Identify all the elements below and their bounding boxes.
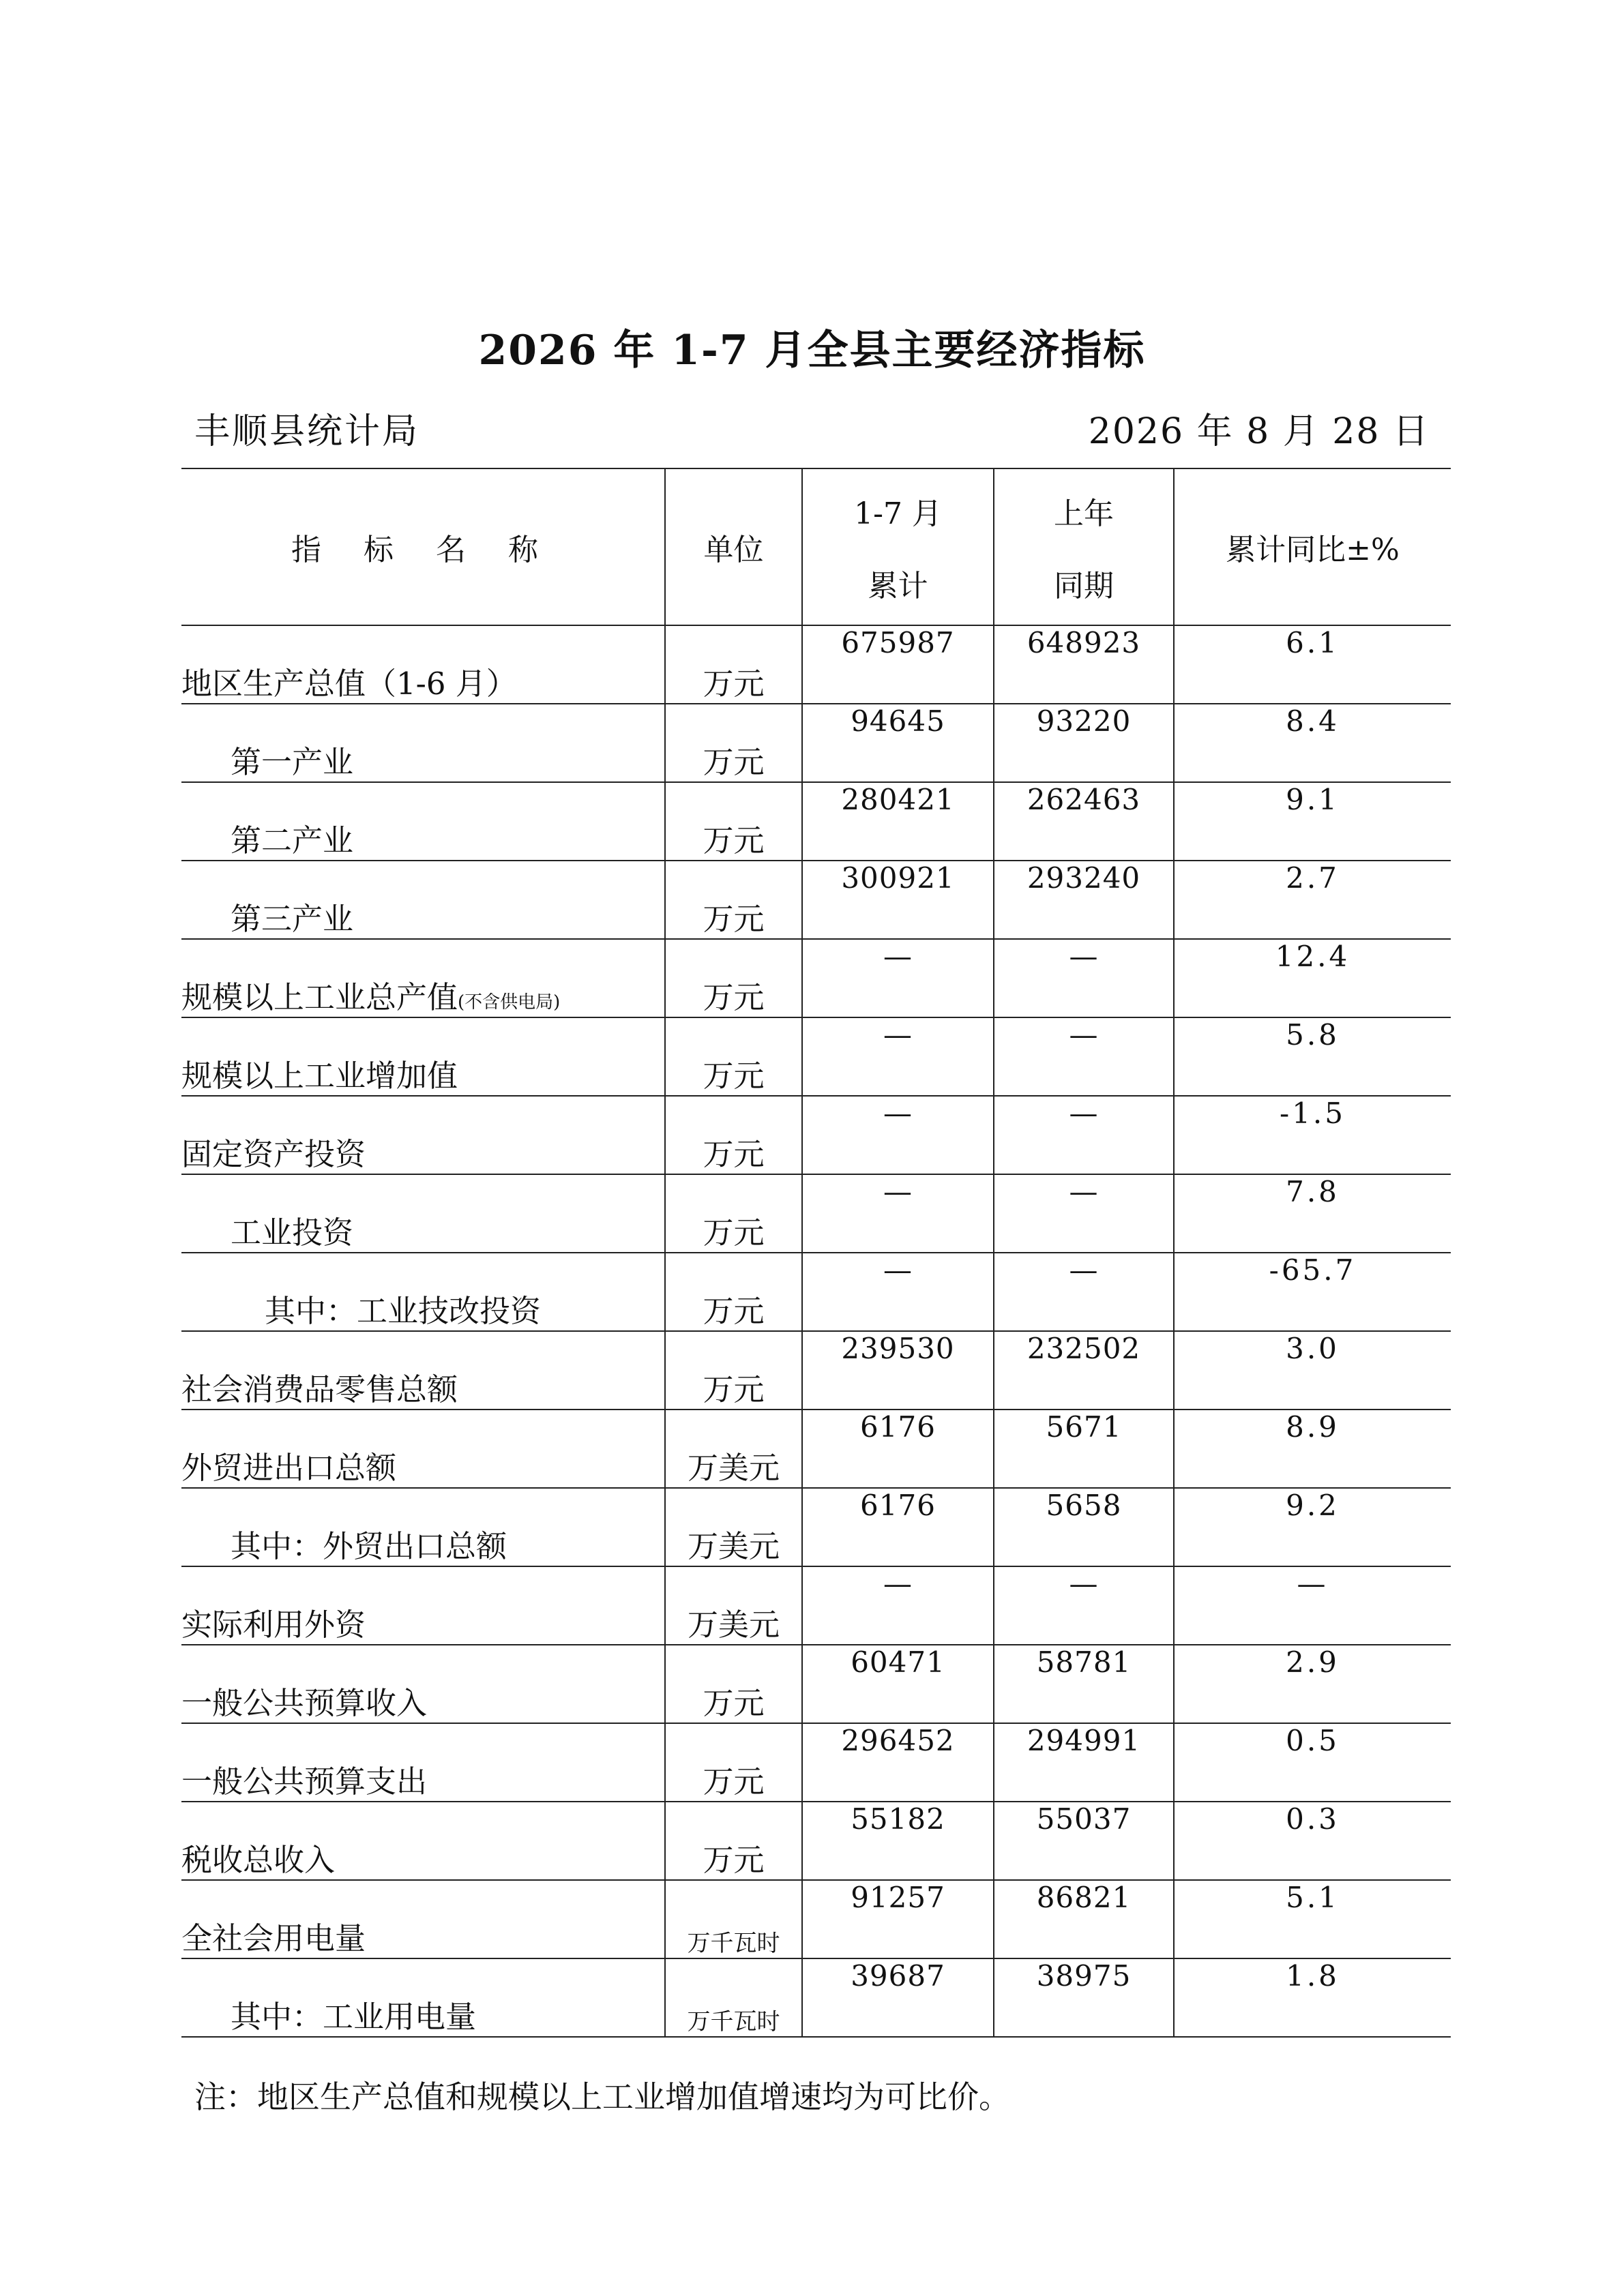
table-row — [181, 1331, 1451, 1410]
indicator-name-cell — [181, 1958, 665, 2037]
indicator-name: 固定资产投资 — [181, 1136, 366, 1172]
unit-cell: 万元 — [665, 1723, 802, 1802]
previous-value-cell: 93220 — [994, 704, 1174, 782]
unit-cell: 万美元 — [665, 1488, 802, 1566]
unit-cell: 万元 — [665, 1331, 802, 1410]
previous-value-cell: — — [994, 939, 1174, 1017]
yoy-change-cell: 2.7 — [1174, 861, 1451, 939]
indicator-name-cell — [181, 1253, 665, 1331]
yoy-change-cell: 5.1 — [1174, 1880, 1451, 1958]
table-row — [181, 625, 1451, 704]
header-previous-line2: 同期 — [1054, 569, 1114, 603]
header-previous-line1: 上年 — [1054, 496, 1114, 531]
page-title: 2026 年 1-7 月全县主要经济指标 — [478, 327, 1146, 374]
table-row — [181, 939, 1451, 1017]
previous-value-cell: 5671 — [994, 1410, 1174, 1488]
yoy-change-cell: 8.9 — [1174, 1410, 1451, 1488]
indicator-name: 其中：工业技改投资 — [265, 1293, 542, 1329]
unit-cell: 万元 — [665, 1253, 802, 1331]
previous-value-cell: 58781 — [994, 1645, 1174, 1723]
table-row — [181, 1096, 1451, 1174]
yoy-change-cell: 2.9 — [1174, 1645, 1451, 1723]
unit-cell: 万元 — [665, 939, 802, 1017]
indicator-name: 社会消费品零售总额 — [181, 1371, 458, 1407]
indicator-name: 全社会用电量 — [181, 1920, 366, 1956]
previous-value-cell: — — [994, 1253, 1174, 1331]
table-row — [181, 1253, 1451, 1331]
current-value-cell: 91257 — [802, 1880, 994, 1958]
current-value-cell: — — [802, 1253, 994, 1331]
indicator-name: 其中：外贸出口总额 — [231, 1528, 507, 1564]
indicator-name-cell — [181, 1566, 665, 1645]
previous-value-cell: — — [994, 1096, 1174, 1174]
yoy-change-cell: 1.8 — [1174, 1958, 1451, 2037]
indicators-table — [181, 468, 1451, 2038]
header-current-period — [802, 468, 994, 625]
previous-value-cell: 262463 — [994, 782, 1174, 861]
current-value-cell: 280421 — [802, 782, 994, 861]
yoy-change-cell: 8.4 — [1174, 704, 1451, 782]
yoy-change-cell: 5.8 — [1174, 1017, 1451, 1096]
indicator-name-cell — [181, 1331, 665, 1410]
indicator-name: 第一产业 — [231, 744, 354, 780]
previous-value-cell: — — [994, 1174, 1174, 1253]
unit-cell: 万元 — [665, 1096, 802, 1174]
table-row — [181, 1880, 1451, 1958]
previous-value-cell: 293240 — [994, 861, 1174, 939]
table-row — [181, 782, 1451, 861]
unit-cell: 万元 — [665, 861, 802, 939]
indicator-note: (不含供电局) — [458, 992, 561, 1013]
yoy-change-cell: 9.1 — [1174, 782, 1451, 861]
current-value-cell: 6176 — [802, 1488, 994, 1566]
previous-value-cell: 86821 — [994, 1880, 1174, 1958]
unit-cell: 万千瓦时 — [665, 1958, 802, 2037]
indicator-name-cell — [181, 704, 665, 782]
indicator-name-cell — [181, 625, 665, 704]
indicator-name: 工业投资 — [231, 1214, 354, 1251]
header-previous-period — [994, 468, 1174, 625]
indicator-name-cell — [181, 782, 665, 861]
previous-value-cell: 232502 — [994, 1331, 1174, 1410]
yoy-change-cell: 0.3 — [1174, 1802, 1451, 1880]
current-value-cell: 239530 — [802, 1331, 994, 1410]
issuer: 丰顺县统计局 — [194, 411, 420, 452]
current-value-cell: 39687 — [802, 1958, 994, 2037]
indicator-name: 一般公共预算支出 — [181, 1763, 428, 1800]
indicator-name-cell — [181, 1802, 665, 1880]
indicator-name-cell — [181, 1723, 665, 1802]
yoy-change-cell: -65.7 — [1174, 1253, 1451, 1331]
table-row — [181, 1802, 1451, 1880]
current-value-cell: 6176 — [802, 1410, 994, 1488]
indicator-name-cell — [181, 1017, 665, 1096]
yoy-change-cell: 12.4 — [1174, 939, 1451, 1017]
indicator-name: 实际利用外资 — [181, 1607, 366, 1643]
yoy-change-cell: 9.2 — [1174, 1488, 1451, 1566]
yoy-change-cell: 0.5 — [1174, 1723, 1451, 1802]
previous-value-cell: — — [994, 1566, 1174, 1645]
current-value-cell: — — [802, 1174, 994, 1253]
header-unit: 单位 — [665, 468, 802, 625]
current-value-cell: 675987 — [802, 625, 994, 704]
indicator-name-cell — [181, 1880, 665, 1958]
yoy-change-cell: — — [1174, 1566, 1451, 1645]
unit-cell: 万元 — [665, 704, 802, 782]
indicator-name-cell — [181, 1645, 665, 1723]
indicator-name-cell — [181, 939, 665, 1017]
unit-cell: 万千瓦时 — [665, 1880, 802, 1958]
current-value-cell: — — [802, 1566, 994, 1645]
unit-cell: 万元 — [665, 782, 802, 861]
yoy-change-cell: 6.1 — [1174, 625, 1451, 704]
table-row — [181, 1645, 1451, 1723]
table-row — [181, 1958, 1451, 2037]
unit-cell: 万元 — [665, 1174, 802, 1253]
indicator-name: 第二产业 — [231, 822, 354, 859]
table-row — [181, 1723, 1451, 1802]
unit-cell: 万元 — [665, 1802, 802, 1880]
previous-value-cell: 38975 — [994, 1958, 1174, 2037]
indicator-name-cell — [181, 1096, 665, 1174]
indicator-name: 第三产业 — [231, 901, 354, 937]
yoy-change-cell: 7.8 — [1174, 1174, 1451, 1253]
indicator-name: 其中：工业用电量 — [231, 1999, 477, 2035]
yoy-change-cell: -1.5 — [1174, 1096, 1451, 1174]
table-row — [181, 1566, 1451, 1645]
previous-value-cell: 5658 — [994, 1488, 1174, 1566]
current-value-cell: — — [802, 939, 994, 1017]
header-yoy-change: 累计同比±% — [1174, 468, 1451, 625]
current-value-cell: — — [802, 1017, 994, 1096]
footnote: 注：地区生产总值和规模以上工业增加值增速均为可比价。 — [194, 2078, 1010, 2115]
indicator-name: 规模以上工业总产值 — [181, 979, 458, 1015]
previous-value-cell: 648923 — [994, 625, 1174, 704]
header-current-line1: 1-7 月 — [854, 496, 942, 531]
indicator-name: 一般公共预算收入 — [181, 1685, 428, 1721]
table-row — [181, 1017, 1451, 1096]
indicator-name-cell — [181, 1488, 665, 1566]
table-row — [181, 1174, 1451, 1253]
header-indicator-name-label: 指 标 名 称 — [291, 533, 555, 567]
publish-date: 2026 年 8 月 28 日 — [1088, 411, 1430, 452]
indicator-name-cell — [181, 1410, 665, 1488]
current-value-cell: 55182 — [802, 1802, 994, 1880]
current-value-cell: 296452 — [802, 1723, 994, 1802]
indicator-name: 规模以上工业增加值 — [181, 1058, 458, 1094]
unit-cell: 万元 — [665, 1017, 802, 1096]
current-value-cell: 94645 — [802, 704, 994, 782]
indicator-name-cell — [181, 1174, 665, 1253]
table-row — [181, 704, 1451, 782]
table-row — [181, 1488, 1451, 1566]
indicator-name: 地区生产总值（1-6 月） — [181, 666, 517, 702]
current-value-cell: 300921 — [802, 861, 994, 939]
unit-cell: 万元 — [665, 1645, 802, 1723]
previous-value-cell: 294991 — [994, 1723, 1174, 1802]
unit-cell: 万元 — [665, 625, 802, 704]
current-value-cell: 60471 — [802, 1645, 994, 1723]
indicator-name-cell — [181, 861, 665, 939]
header-current-line2: 累计 — [868, 569, 928, 603]
current-value-cell: — — [802, 1096, 994, 1174]
indicator-name: 外贸进出口总额 — [181, 1450, 397, 1486]
table-row — [181, 1410, 1451, 1488]
table-row — [181, 861, 1451, 939]
unit-cell: 万美元 — [665, 1566, 802, 1645]
table-header-row — [181, 468, 1451, 625]
yoy-change-cell: 3.0 — [1174, 1331, 1451, 1410]
previous-value-cell: 55037 — [994, 1802, 1174, 1880]
previous-value-cell: — — [994, 1017, 1174, 1096]
header-indicator-name — [181, 468, 665, 625]
indicator-name: 税收总收入 — [181, 1842, 336, 1878]
unit-cell: 万美元 — [665, 1410, 802, 1488]
